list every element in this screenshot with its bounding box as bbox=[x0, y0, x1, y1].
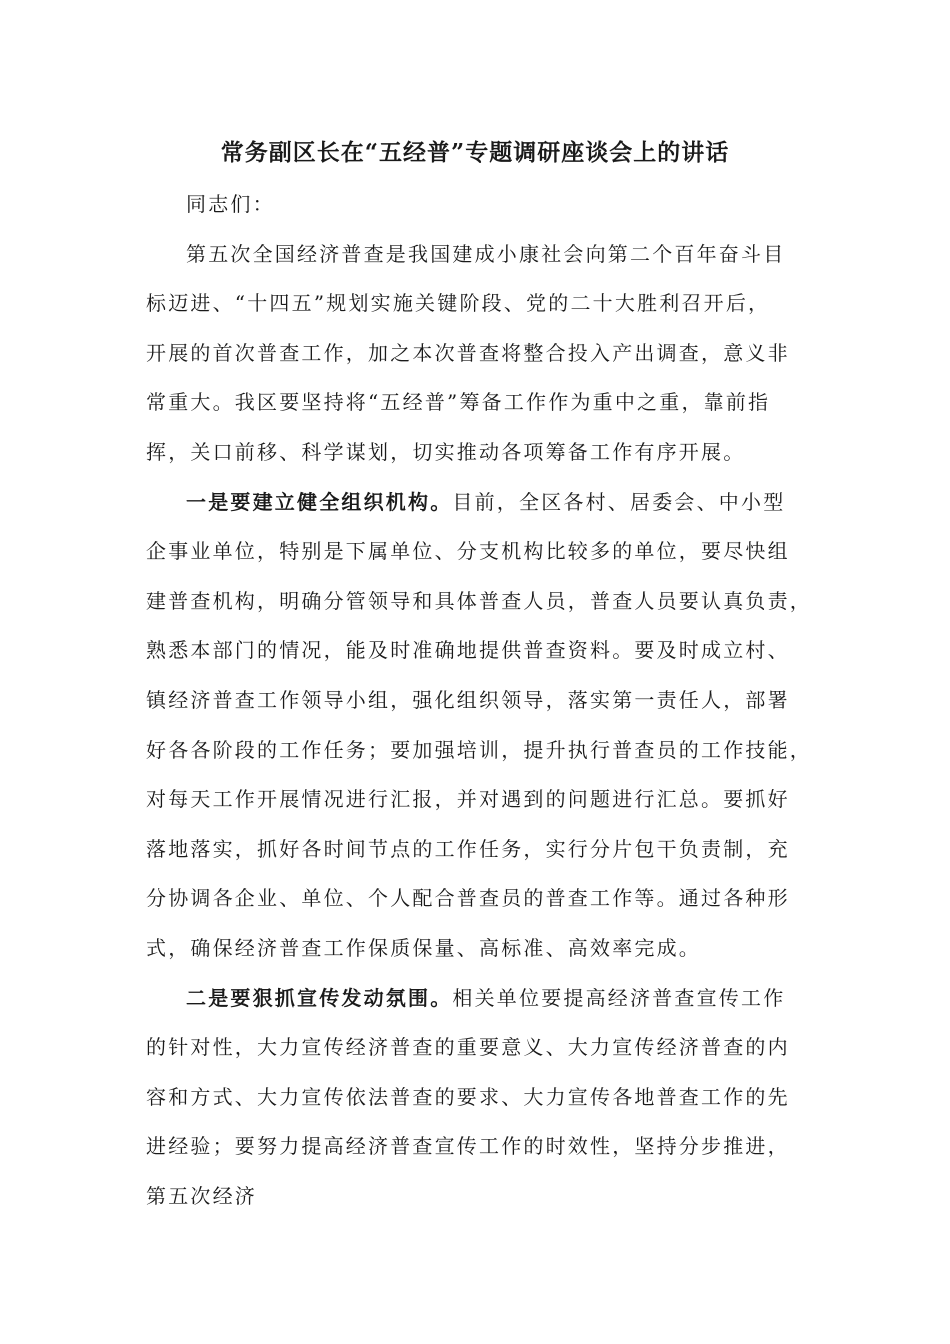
paragraph2-line-9: 分协调各企业、单位、个人配合普查员的普查工作等。通过各种形 bbox=[146, 886, 790, 910]
paragraph3-line-3: 容和方式、大力宣传依法普查的要求、大力宣传各地普查工作的先 bbox=[146, 1085, 790, 1109]
greeting: 同志们： bbox=[186, 192, 275, 216]
paragraph3-line-4: 进经验；要努力提高经济普查宣传工作的时效性，坚持分步推进， bbox=[146, 1134, 790, 1158]
paragraph1-line-3: 开展的首次普查工作，加之本次普查将整合投入产出调查，意义非 bbox=[146, 341, 790, 365]
paragraph2-heading: 一是要建立健全组织机构。 bbox=[186, 490, 453, 514]
paragraph2-line-7: 对每天工作开展情况进行汇报，并对遇到的问题进行汇总。要抓好 bbox=[146, 787, 790, 811]
paragraph1-line-4: 常重大。我区要坚持将“五经普”筹备工作作为重中之重，靠前指 bbox=[146, 390, 771, 414]
paragraph3-line-5: 第五次经济 bbox=[146, 1184, 257, 1208]
paragraph3-line-1 bbox=[186, 980, 818, 1016]
document-title: 常务副区长在“五经普”专题调研座谈会上的讲话 bbox=[220, 139, 730, 166]
paragraph3-line-2: 的针对性，大力宣传经济普查的重要意义、大力宣传经济普查的内 bbox=[146, 1035, 790, 1059]
paragraph2-line-2: 企事业单位，特别是下属单位、分支机构比较多的单位，要尽快组 bbox=[146, 539, 790, 563]
paragraph2-line-8: 落地落实，抓好各时间节点的工作任务，实行分片包干负责制，充 bbox=[146, 837, 790, 861]
paragraph2-line-3: 建普查机构，明确分管领导和具体普查人员，普查人员要认真负责， bbox=[146, 589, 812, 613]
paragraph2-line-4: 熟悉本部门的情况，能及时准确地提供普查资料。要及时成立村、 bbox=[146, 638, 790, 662]
paragraph1-line-5: 挥，关口前移、科学谋划，切实推动各项筹备工作有序开展。 bbox=[146, 440, 746, 464]
paragraph3-heading: 二是要狠抓宣传发动氛围。 bbox=[186, 986, 453, 1010]
paragraph3-first-line-text: 相关单位要提高经济普查宣传工作 bbox=[452, 986, 786, 1010]
paragraph2-line-1 bbox=[186, 484, 818, 520]
paragraph2-line-6: 好各各阶段的工作任务；要加强培训，提升执行普查员的工作技能， bbox=[146, 738, 812, 762]
paragraph2-first-line-text: 目前，全区各村、居委会、中小型 bbox=[452, 490, 786, 514]
paragraph2-line-10: 式，确保经济普查工作保质保量、高标准、高效率完成。 bbox=[146, 936, 701, 960]
paragraph1-line-2: 标迈进、“十四五”规划实施关键阶段、党的二十大胜利召开后， bbox=[146, 291, 771, 315]
paragraph1-line-1: 第五次全国经济普查是我国建成小康社会向第二个百年奋斗目 bbox=[186, 242, 786, 266]
paragraph2-line-5: 镇经济普查工作领导小组，强化组织领导，落实第一责任人，部署 bbox=[146, 688, 790, 712]
